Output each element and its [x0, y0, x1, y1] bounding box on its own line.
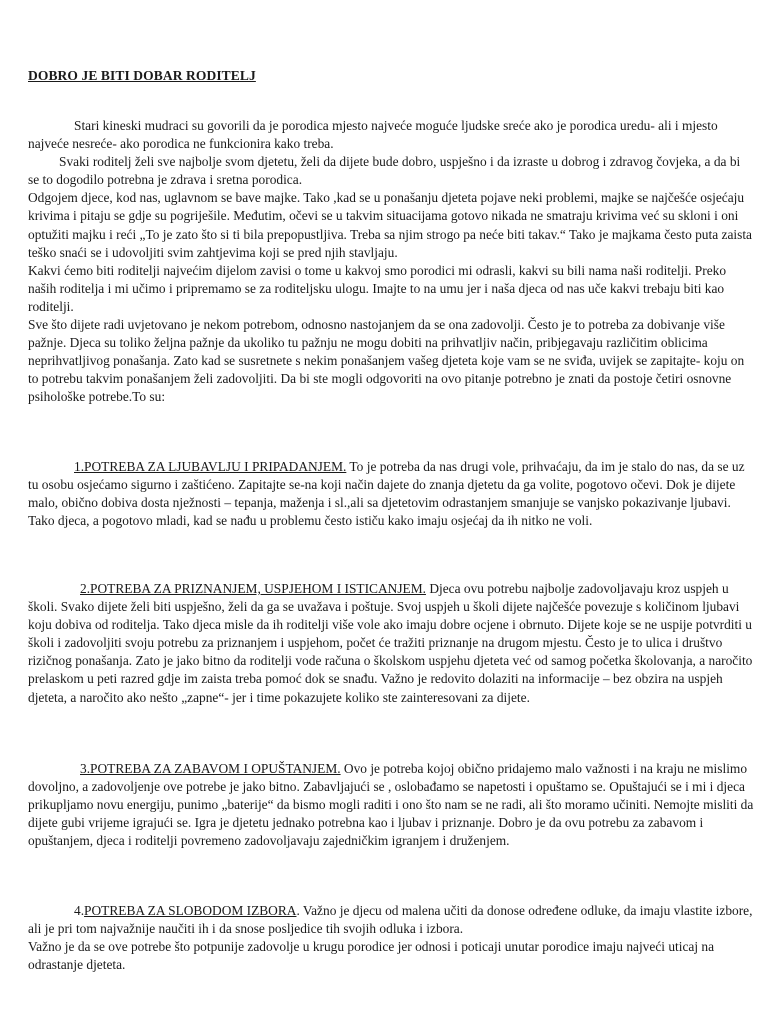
- closing-paragraph: Važno je da se ove potrebe što potpunije zadovolje u krugu porodice jer odnosi i poticaji unutar porodice imaju najveći uticaj na odrastanje djeteta.: [28, 939, 715, 973]
- section-4-heading-prefix: 4.: [74, 903, 85, 918]
- intro-section: [28, 117, 754, 407]
- section-1-heading: 1.POTREBA ZA LJUBAVLJU I PRIPADANJEM.: [74, 459, 347, 474]
- section-4-heading: POTREBA ZA SLOBODOM IZBORA: [84, 903, 297, 918]
- section-2-body: Djeca ovu potrebu najbolje zadovoljavaju kroz uspjeh u školi. Svako dijete želi biti uspješno, želi da ga se uvažava i poštuje. Svoj uspjeh u školi dijete najčešće povezuje s količinom ljubavi koju dobiva od roditelja. Tako djeca misle da ih roditelji više vole ako imaju dobre ocjene i obrnuto. Dijete koje se ne uspije potvrditi u školi i zadovoljiti svoju potrebu za priznanjem i uspjehom, počet će tražiti priznanje na drugom mjestu. Često je to ulica i društvo rizičnog ponašanja. Zato je jako bitno da roditelji vode računa o školskom uspjehu djeteta već od samog početka školovanja, a naročito prelaskom u peti razred gdje im zaista treba pomoć dok se snađu. Važno je redovito dolaziti na informacije – bez obzira na uspjeh djeteta, a naročito ako nešto „zapne“- jer i time pokazujete koliko ste zainteresovani za dijete.: [28, 581, 753, 705]
- section-recognition-success: [28, 580, 754, 707]
- section-love-belonging: [28, 458, 754, 530]
- section-1-body: To je potreba da nas drugi vole, prihvaćaju, da im je stalo do nas, da se uz tu osobu osjećamo sigurno i zaštićeno. Zapitajte se-na koji način dajete do znanja djetetu da ga volite, pogotovo očevi. Dok je dijete malo, obično dobiva dosta nježnosti – tepanja, maženja i sl.,ali sa djetetovim odrastanjem smanjuje se vanjsko pokazivanje ljubavi. Tako djeca, a pogotovo mladi, kad se nađu u problemu često ističu kako imaju osjećaj da ih nitko ne voli.: [28, 459, 745, 529]
- intro-paragraph-5: Sve što dijete radi uvjetovano je nekom potrebom, odnosno nastojanjem da se ona zadovolji. Često je to potreba za dobivanje više pažnje. Djeca su toliko željna pažnje da ukoliko tu pažnju ne mogu dobiti na prihvatljiv način, pribjegavaju različitim oblicima neprihvatljivog ponašanja. Zato kad se susretnete s nekim ponašanjem vašeg djeteta koje vam se ne sviđa, uvijek se zapitajte- koju on to potrebu takvim ponašanjem želi zadovoljiti. Da bi ste mogli odgovoriti na ovo pitanje potrebno je znati da postoje četiri osnovne psihološke potrebe.To su:: [28, 317, 745, 405]
- section-fun-relaxation: [28, 760, 754, 850]
- section-freedom-choice: [28, 902, 754, 974]
- section-3-body: Ovo je potreba kojoj obično pridajemo malo važnosti i na kraju ne mislimo dovoljno, a zadovoljenje ove potrebe je jako bitno. Zabavljajući se , oslobađamo se napetosti i opuštamo se. Opuštajući se i mi i djeca prikupljamo novu energiju, punimo „baterije“ da bismo mogli raditi i ono što nam se ne radi, ali što moramo učiniti. Nemojte misliti da dijete gubi vrijeme igrajući se. Igra je djetetu jednako potrebna kao i ljubav i priznanje. Dobro je da ovu potrebu za zabavom i opuštanjem, djeca i roditelji povremeno zadovoljavaju zajedničkim igranjem i druženjem.: [28, 761, 754, 849]
- section-3-paragraph: [28, 760, 754, 850]
- section-2-heading: 2.POTREBA ZA PRIZNANJEM, USPJEHOM I ISTICANJEM.: [80, 581, 426, 596]
- section-3-heading: 3.POTREBA ZA ZABAVOM I OPUŠTANJEM.: [80, 761, 341, 776]
- intro-paragraph-1: Stari kineski mudraci su govorili da je porodica mjesto najveće moguće ljudske sreće ako je porodica uredu- ali i mjesto najveće nesreće- ako porodica ne funkcionira kako treba.: [28, 118, 718, 152]
- section-4-body: . Važno je djecu od malena učiti da donose određene odluke, da imaju vlastite izbore, ali je pri tom najvažnije naučiti ih i da snose posljedice tih svojih odluka i izbora.: [28, 903, 753, 937]
- document-title: DOBRO JE BITI DOBAR RODITELJ: [28, 68, 256, 83]
- section-1-paragraph: [28, 458, 754, 530]
- intro-paragraph-2: Svaki roditelj želi sve najbolje svom djetetu, želi da dijete bude dobro, uspješno i da izraste u dobrog i zdravog čovjeka, a da bi se to dogodilo potrebna je zdrava i sretna porodica.: [28, 154, 741, 188]
- intro-paragraph-4: Kakvi ćemo biti roditelji najvećim dijelom zavisi o tome u kakvoj smo porodici mi odrasli, kakvi su bili nama naši roditelji. Preko naših roditelja i mi učimo i pripremamo se za roditeljsku ulogu. Imajte to na umu jer i naša djeca od nas uče kakvi trebaju biti kao roditelji.: [28, 262, 727, 314]
- intro-paragraph-3: Odgojem djece, kod nas, uglavnom se bave majke. Tako ,kad se u ponašanju djeteta pojave neki problemi, majke se najčešće osjećaju krivima i pitaju se gdje su pogriješile. Međutim, očevi se u takvim situacijama gotovo nikada ne smatraju krivima već su skloni i oni optužiti majku i reći „To je zato što si ti bila prepopustljiva. Treba sa njim strogo pa neće biti takav.“ Tako je majkama često puta zaista teško snaći se i udovoljiti svim zahtjevima koji se pred njih stavljaju.: [28, 190, 753, 260]
- section-2-paragraph: [28, 580, 754, 707]
- section-4-paragraph: [28, 902, 754, 938]
